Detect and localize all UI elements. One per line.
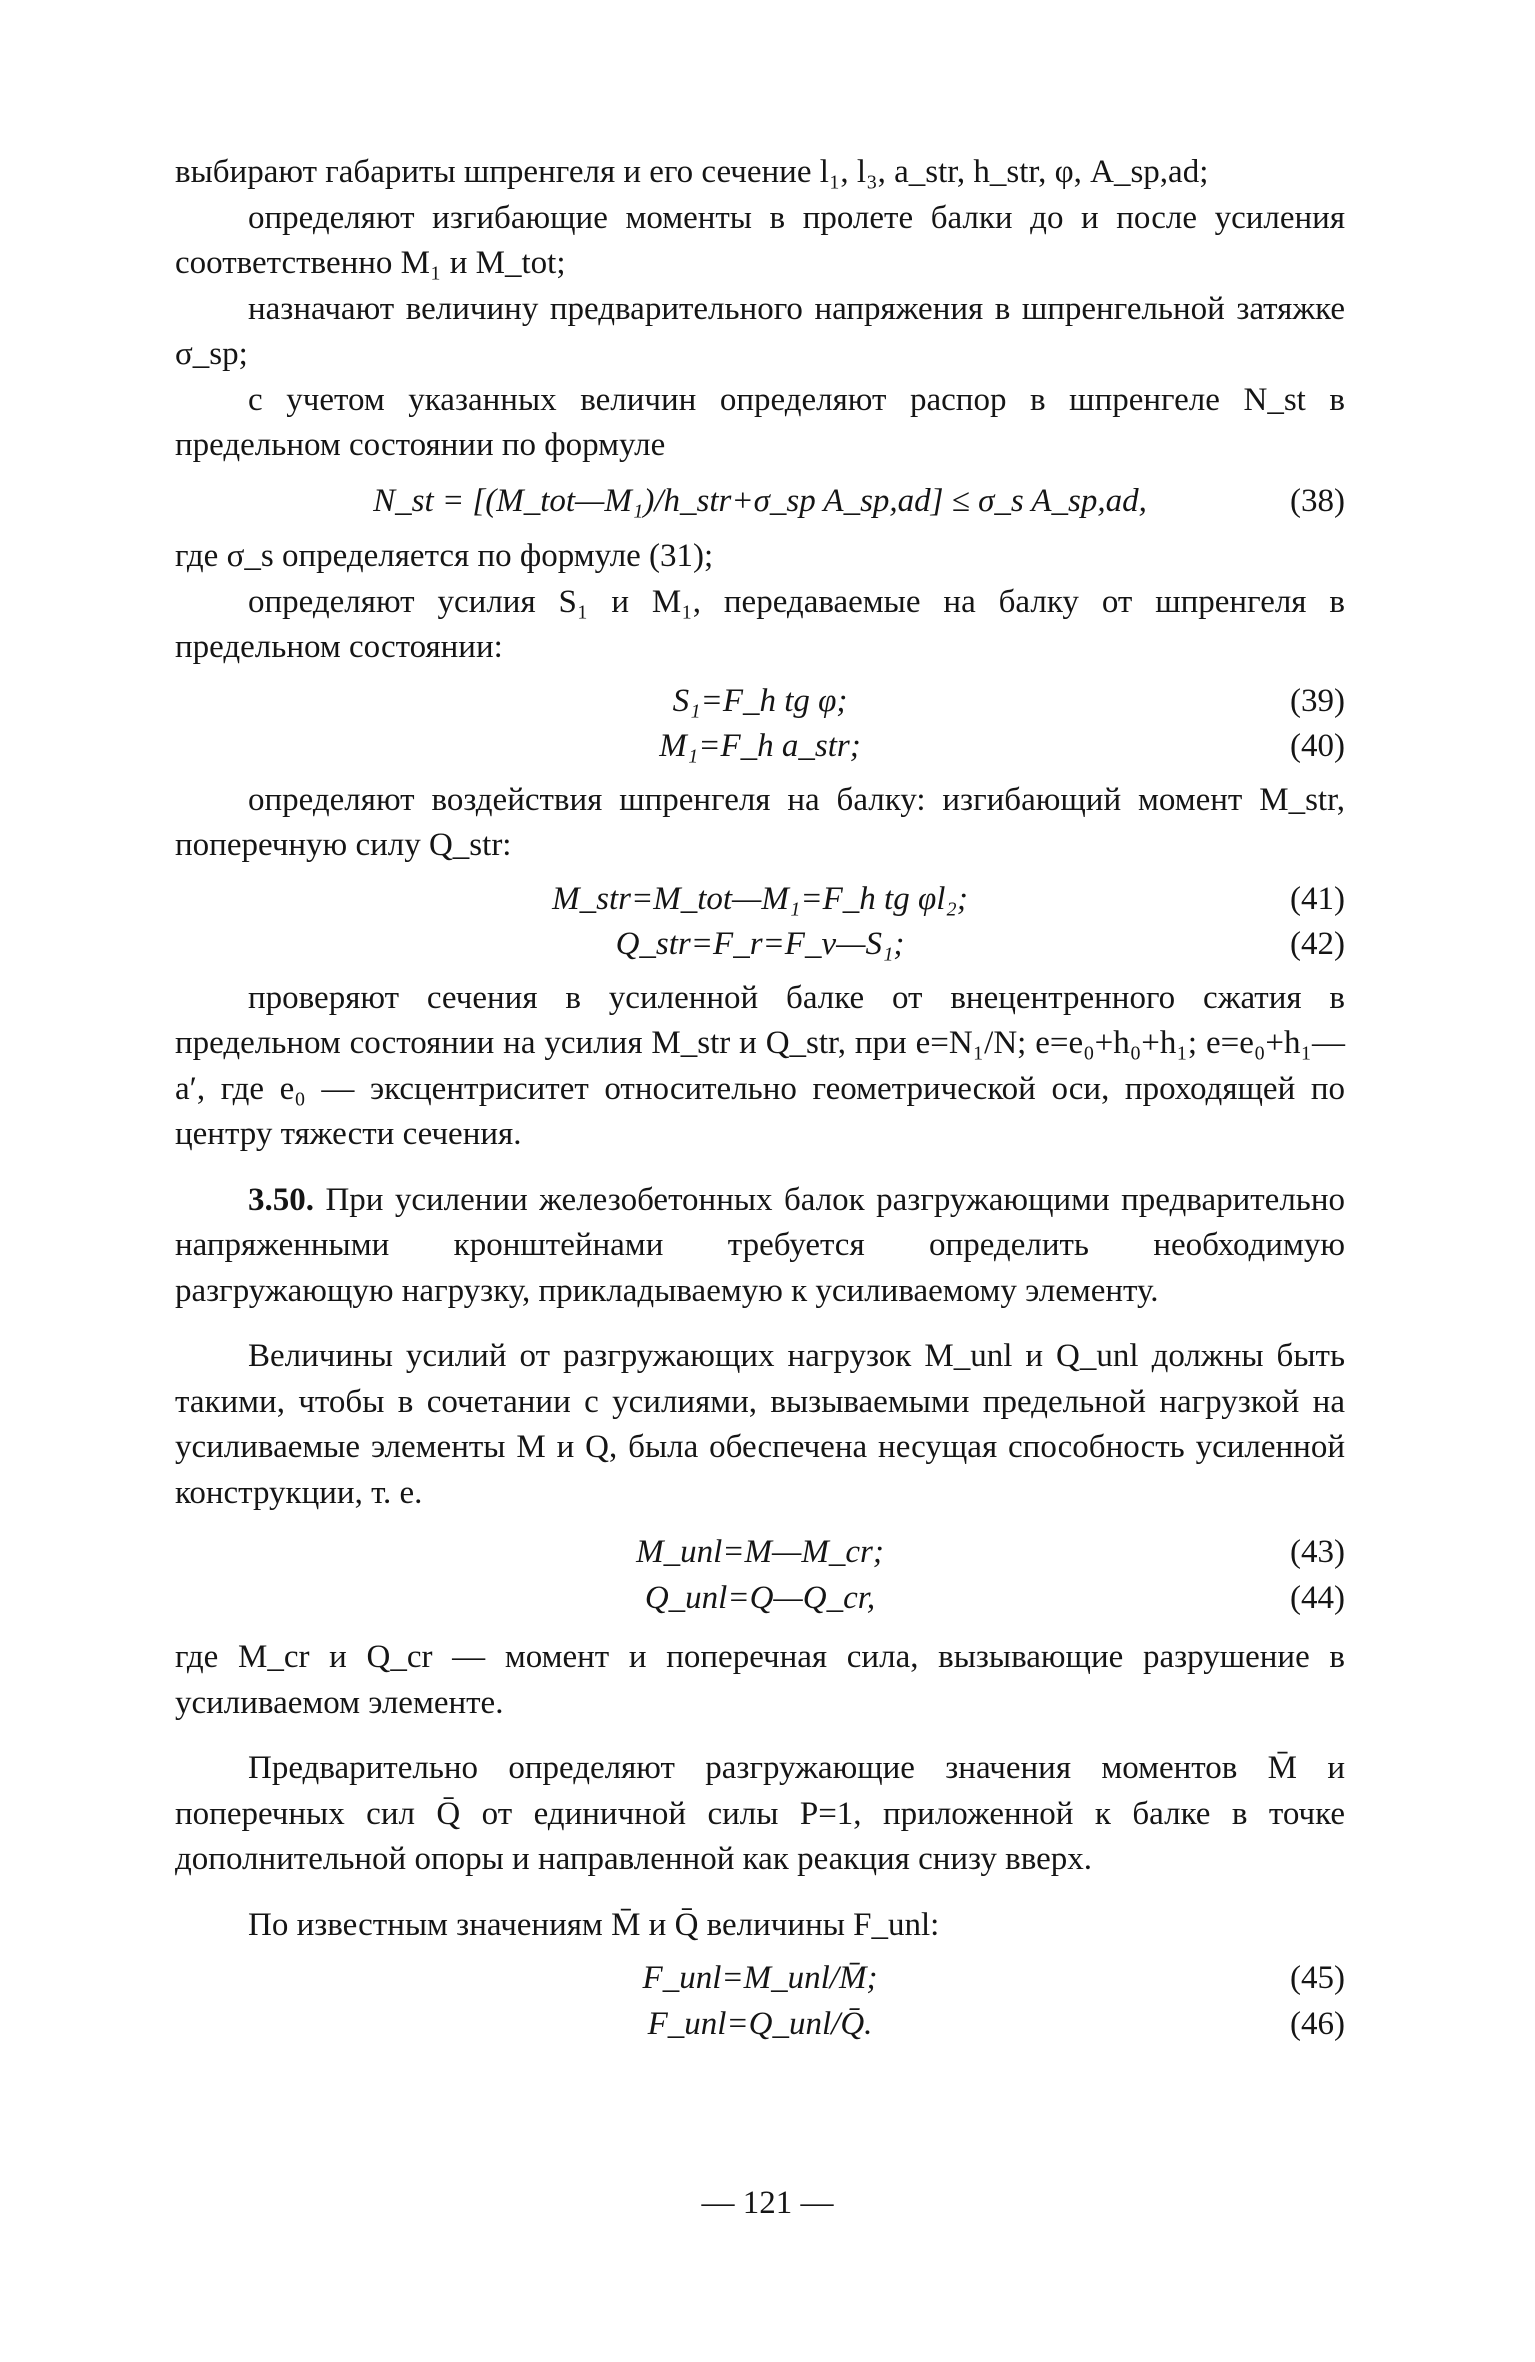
equation-formula: Q_unl=Q—Q_cr, [644, 1579, 876, 1616]
equation-formula: M_str=M_tot—M₁=F_h tg φl₂; [552, 880, 968, 917]
equation-formula: Q_str=F_r=F_v—S₁; [615, 926, 905, 962]
equation-number: (45) [1290, 1960, 1345, 1996]
equation-formula: N_st = [(M_tot—M₁)/h_str+σ_sp A_sp,ad] ≤ σ_s A_sp,ad, [373, 482, 1147, 519]
document-body [175, 150, 1345, 2047]
section-number: 3.50. [248, 1181, 314, 1218]
equation-45 [175, 1956, 1345, 2002]
paragraph: определяют изгибающие моменты в пролете балки до и после усиления соответственно M₁ и M_tot; [175, 199, 1345, 281]
equation-39 [175, 679, 1345, 725]
equation-41 [175, 877, 1345, 923]
equation-46 [175, 2002, 1345, 2048]
paragraph: Предварительно определяют разгружающие значения моментов M̄ и поперечных сил Q̄ от единичной силы P=1, приложенной к балке в точке дополнительной опоры и направленной как реакция снизу вверх. [175, 1750, 1345, 1877]
section-paragraph [175, 1178, 1345, 1315]
page-number: — 121 — [701, 2185, 834, 2221]
equation-40 [175, 724, 1345, 770]
equation-number: (38) [1290, 482, 1345, 519]
equation-formula: S₁=F_h tg φ; [672, 682, 848, 719]
equation-formula: F_unl=Q_unl/Q̄. [647, 2005, 873, 2042]
paragraph: определяют воздействия шпренгеля на балку: изгибающий момент M_str, поперечную силу Q_str: [175, 781, 1345, 863]
equation-formula: F_unl=M_unl/M̄; [642, 1960, 878, 1996]
equation-number: (44) [1290, 1579, 1345, 1616]
equation-44 [175, 1576, 1345, 1622]
equation-number: (41) [1290, 880, 1345, 917]
equation-43 [175, 1530, 1345, 1576]
equation-number: (42) [1290, 926, 1345, 962]
paragraph: где σ_s определяется по формуле (31); [175, 538, 714, 574]
paragraph: назначают величину предварительного напряжения в шпренгельной затяжке σ_sp; [175, 290, 1345, 372]
section-text: При усилении железобетонных балок разгружающими предварительно напряженными кронштейнами требуется определить необходимую разгружающую нагрузку, прикладываемую к усиливаемому элементу. [175, 1181, 1345, 1309]
equation-formula: M_unl=M—M_cr; [636, 1534, 884, 1570]
paragraph: Величины усилий от разгружающих нагрузок M_unl и Q_unl должны быть такими, чтобы в сочетании с усилиями, вызываемыми предельной нагрузкой на усиливаемые элементы M и Q, была обеспечена несущая способность усиленной конструкции, т. е. [175, 1338, 1345, 1511]
equation-number: (43) [1290, 1534, 1345, 1570]
paragraph: с учетом указанных величин определяют распор в шпренгеле N_st в предельном состоянии по формуле [175, 381, 1345, 463]
equation-42 [175, 922, 1345, 968]
paragraph: где M_cr и Q_cr — момент и поперечная сила, вызывающие разрушение в усиливаемом элементе. [175, 1639, 1345, 1721]
paragraph: проверяют сечения в усиленной балке от внецентренного сжатия в предельном состоянии на усилия M_str и Q_str, при e=N₁/N; e=e₀+h₀+h₁; e=e₀+h₁—a′, где e₀ — эксцентриситет относительно геометрической оси, проходящей по центру тяжести сечения. [175, 979, 1345, 1152]
paragraph: определяют усилия S₁ и M₁, передаваемые на балку от шпренгеля в предельном состоянии: [175, 583, 1345, 665]
equation-number: (39) [1290, 682, 1345, 719]
equation-formula: M₁=F_h a_str; [659, 728, 861, 764]
paragraph: выбирают габариты шпренгеля и его сечение l₁, l₃, a_str, h_str, φ, A_sp,ad; [175, 154, 1209, 190]
equation-number: (40) [1290, 728, 1345, 764]
equation-38 [175, 479, 1345, 525]
paragraph: По известным значениям M̄ и Q̄ величины F_unl: [248, 1906, 940, 1943]
equation-number: (46) [1290, 2005, 1345, 2042]
